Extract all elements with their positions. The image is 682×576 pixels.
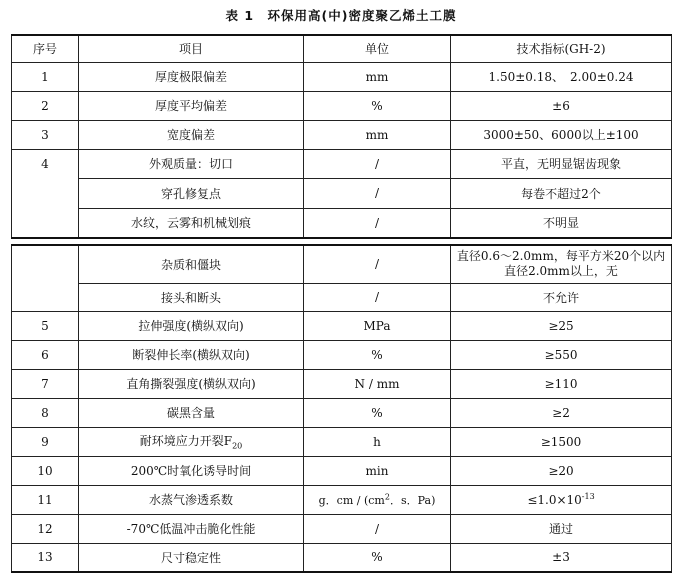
cell-unit [304, 485, 451, 514]
cell-item: 拉伸强度(横纵双向) [79, 311, 304, 340]
cell-spec-superscript: -13 [581, 492, 595, 501]
cell-unit: / [304, 149, 451, 178]
cell-spec: 3000±50、6000以上±100 [451, 120, 672, 149]
cell-no: 10 [12, 456, 79, 485]
cell-spec: 通过 [451, 514, 672, 543]
header-no: 序号 [12, 35, 79, 62]
cell-item: 水蒸气渗透系数 [79, 485, 304, 514]
cell-item: -70℃低温冲击脆化性能 [79, 514, 304, 543]
table-row [12, 340, 672, 369]
cell-no: 7 [12, 369, 79, 398]
cell-item-text: 耐环境应力开裂F [139, 434, 233, 449]
table-row [12, 283, 672, 311]
cell-spec: ≥1500 [451, 427, 672, 456]
cell-unit: % [304, 543, 451, 572]
table-row [12, 208, 672, 238]
cell-spec: ≥2 [451, 398, 672, 427]
table-row [12, 456, 672, 485]
header-item: 项目 [79, 35, 304, 62]
cell-item: 宽度偏差 [79, 120, 304, 149]
header-unit: 单位 [304, 35, 451, 62]
cell-spec: ≥20 [451, 456, 672, 485]
table-row [12, 427, 672, 456]
cell-unit: / [304, 283, 451, 311]
cell-unit: % [304, 340, 451, 369]
table-row [12, 514, 672, 543]
cell-item [79, 427, 304, 456]
table-title: 表 1 环保用高(中)密度聚乙烯土工膜 [225, 8, 457, 23]
cell-unit: N / mm [304, 369, 451, 398]
spec-table-part1 [11, 34, 672, 239]
table-row [12, 369, 672, 398]
cell-no: 1 [12, 62, 79, 91]
cell-no: 5 [12, 311, 79, 340]
cell-unit-tail: ．s．Pa) [389, 493, 436, 507]
table-row [12, 149, 672, 178]
cell-item: 杂质和僵块 [79, 245, 304, 283]
cell-spec: 不明显 [451, 208, 672, 238]
cell-item: 厚度极限偏差 [79, 62, 304, 91]
cell-no: 4 [12, 149, 79, 238]
table-row [12, 62, 672, 91]
cell-item: 尺寸稳定性 [79, 543, 304, 572]
cell-spec: ≥25 [451, 311, 672, 340]
cell-spec-text: ≤1.0×10 [527, 493, 582, 507]
cell-unit-text: g．cm / (cm [318, 493, 385, 507]
cell-unit: % [304, 398, 451, 427]
cell-spec: ≥110 [451, 369, 672, 398]
cell-no: 2 [12, 91, 79, 120]
cell-item: 200℃时氧化诱导时间 [79, 456, 304, 485]
table-row [12, 311, 672, 340]
table-row [12, 485, 672, 514]
cell-unit: / [304, 514, 451, 543]
cell-no [12, 245, 79, 311]
table-row [12, 120, 672, 149]
cell-spec: 直径0.6～2.0mm，每平方米20个以内直径2.0mm以上，无 [451, 245, 672, 283]
cell-unit: / [304, 178, 451, 208]
table-row [12, 398, 672, 427]
cell-spec: 平直，无明显锯齿现象 [451, 149, 672, 178]
cell-no: 13 [12, 543, 79, 572]
table-header-row [12, 35, 672, 62]
cell-item: 水纹，云雾和机械划痕 [79, 208, 304, 238]
cell-item: 碳黑含量 [79, 398, 304, 427]
cell-no: 6 [12, 340, 79, 369]
cell-unit: mm [304, 120, 451, 149]
cell-item: 直角撕裂强度(横纵双向) [79, 369, 304, 398]
table-row [12, 91, 672, 120]
cell-spec: ≥550 [451, 340, 672, 369]
cell-unit: / [304, 245, 451, 283]
table-row [12, 543, 672, 572]
cell-no: 3 [12, 120, 79, 149]
cell-unit: h [304, 427, 451, 456]
spec-table-part2 [11, 244, 672, 573]
cell-item: 接头和断头 [79, 283, 304, 311]
cell-spec [451, 485, 672, 514]
cell-unit: min [304, 456, 451, 485]
cell-item: 外观质量：切口 [79, 149, 304, 178]
cell-unit: / [304, 208, 451, 238]
cell-spec: 每卷不超过2个 [451, 178, 672, 208]
cell-spec: ±6 [451, 91, 672, 120]
cell-item: 穿孔修复点 [79, 178, 304, 208]
cell-no: 9 [12, 427, 79, 456]
cell-spec: 不允许 [451, 283, 672, 311]
cell-unit: MPa [304, 311, 451, 340]
cell-item-subscript: 20 [232, 441, 243, 451]
cell-unit: % [304, 91, 451, 120]
cell-spec: ±3 [451, 543, 672, 572]
cell-no: 8 [12, 398, 79, 427]
cell-unit-superscript: 2 [384, 491, 390, 501]
header-spec: 技术指标(GH-2) [451, 35, 672, 62]
table-row [12, 245, 672, 283]
cell-no: 11 [12, 485, 79, 514]
cell-no: 12 [12, 514, 79, 543]
cell-item: 断裂伸长率(横纵双向) [79, 340, 304, 369]
cell-spec: 1.50±0.18、 2.00±0.24 [451, 62, 672, 91]
cell-unit: mm [304, 62, 451, 91]
table-row [12, 178, 672, 208]
cell-item: 厚度平均偏差 [79, 91, 304, 120]
